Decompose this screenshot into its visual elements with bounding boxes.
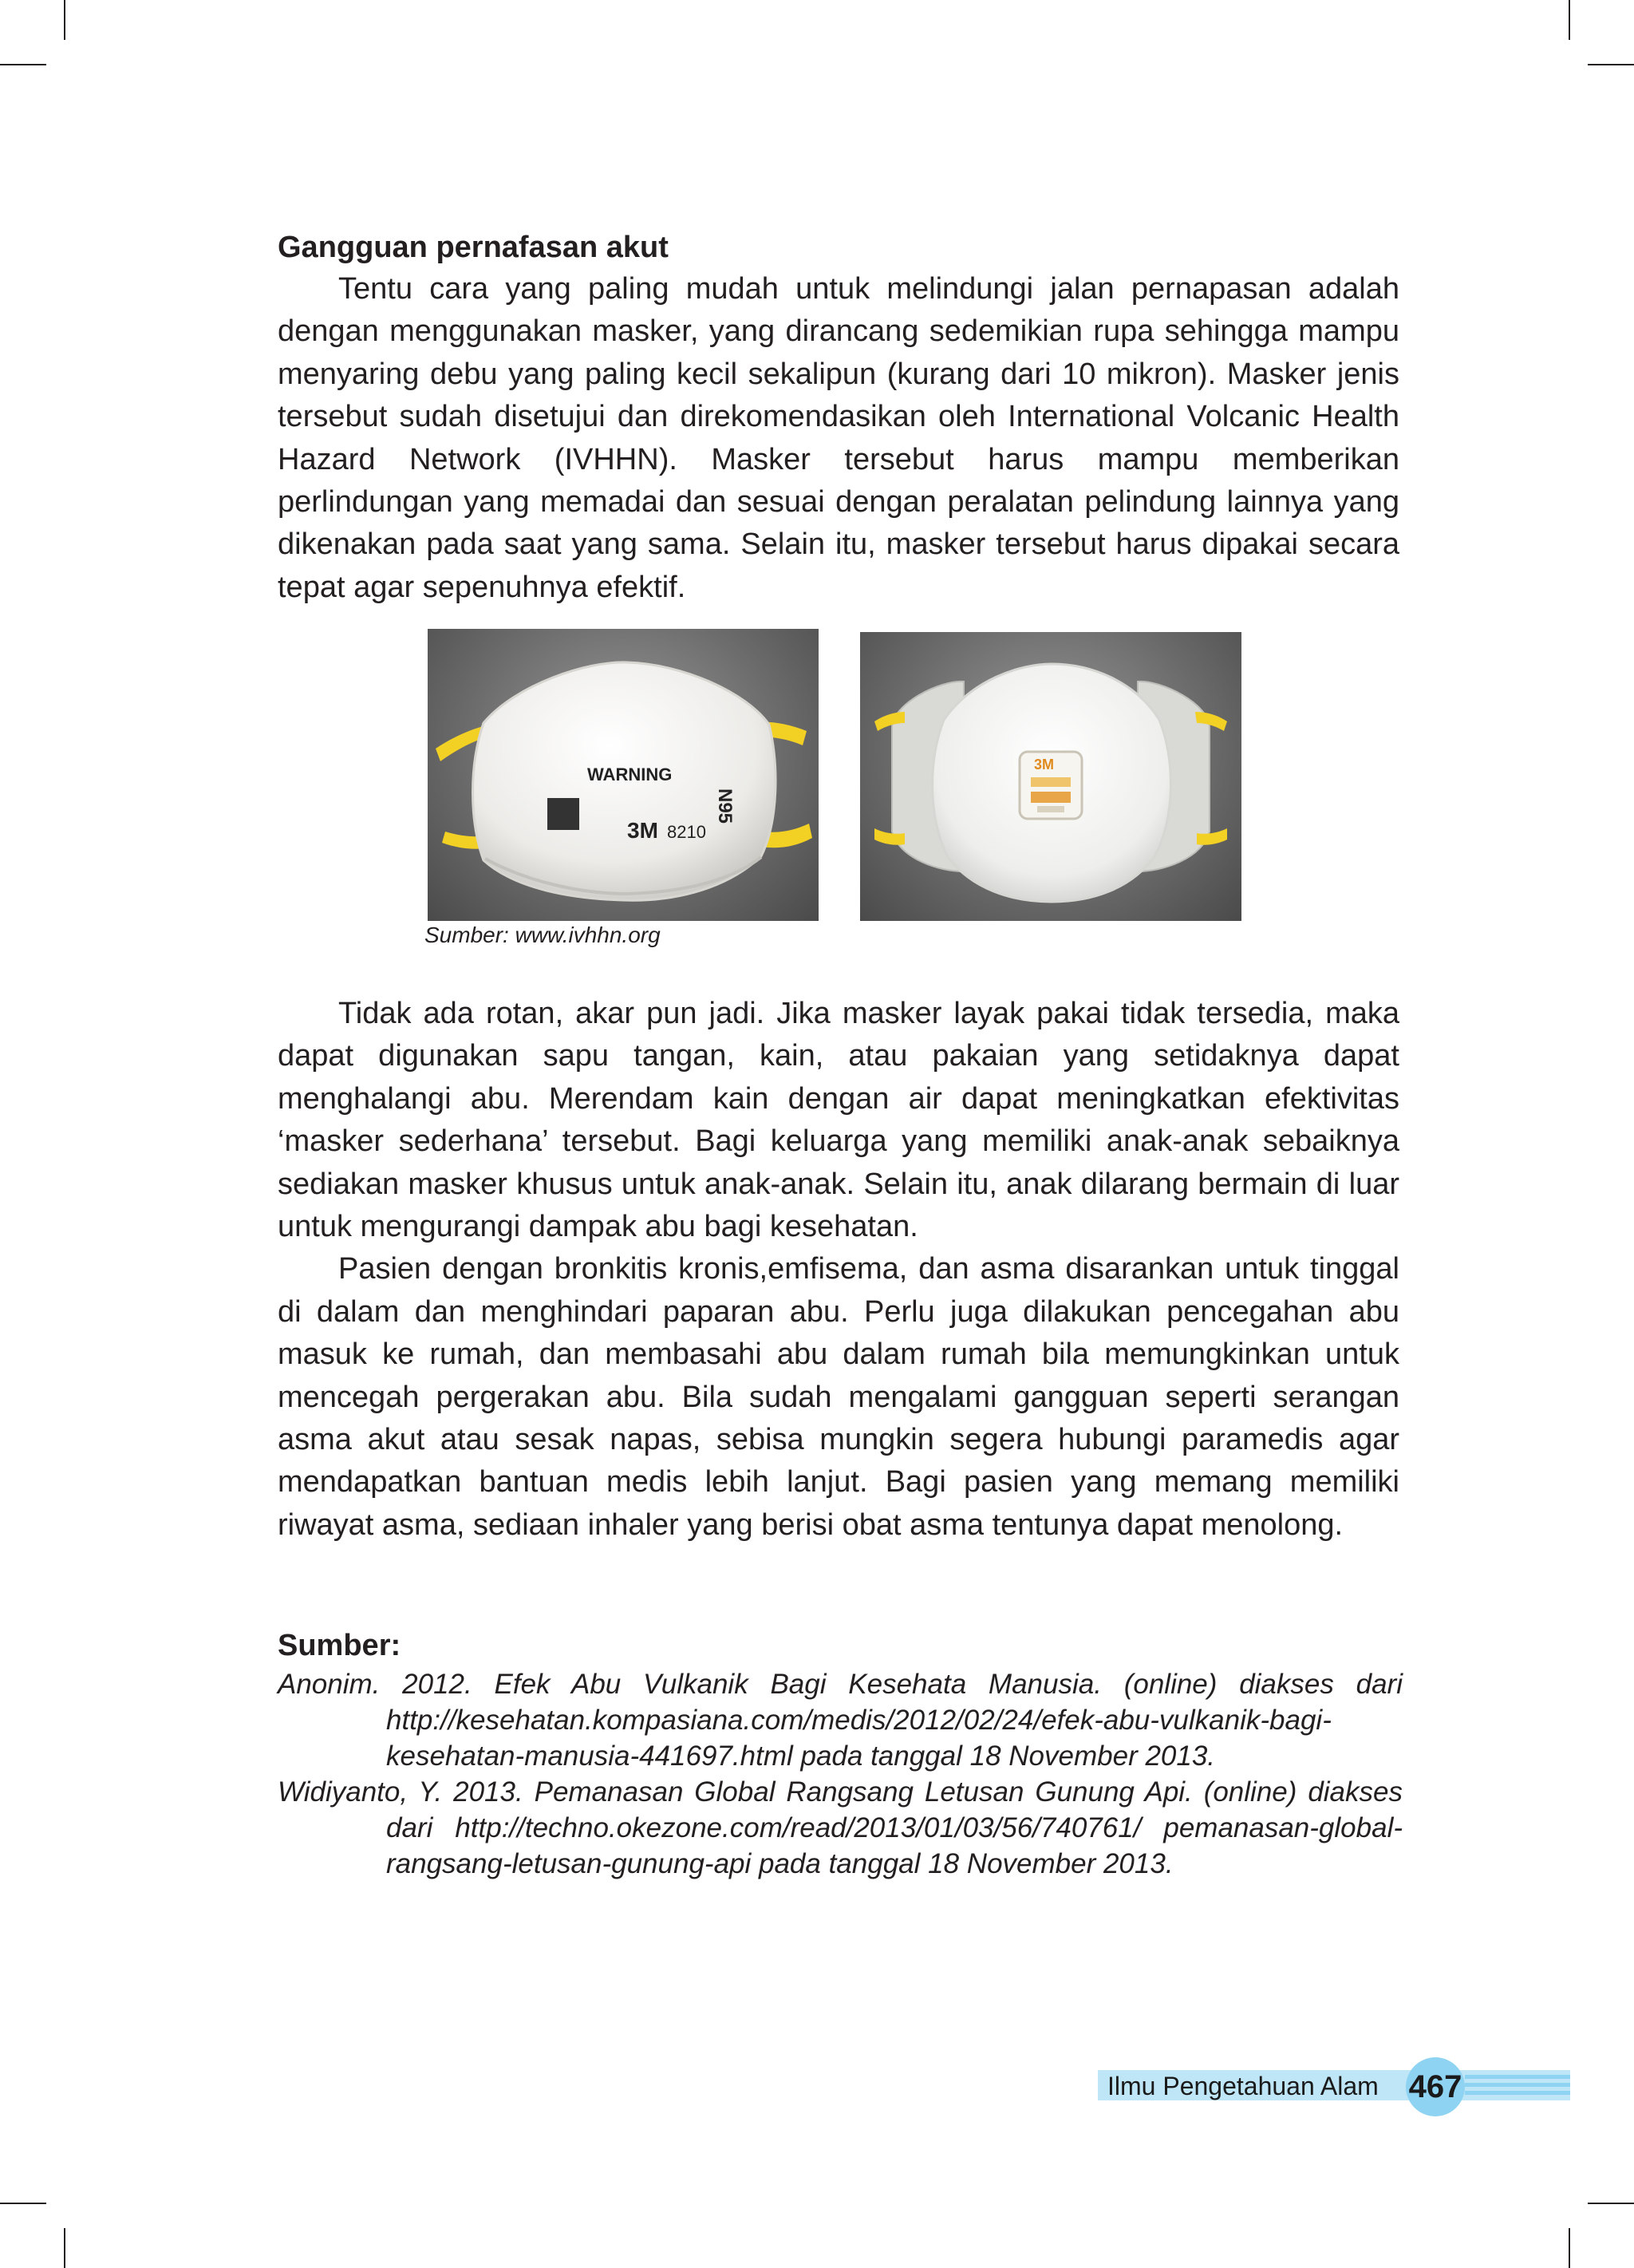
paragraph: Tentu cara yang paling mudah untuk melindungi jalan pernapasan adalah dengan menggunakan masker, yang dirancang sedemikian rupa sehingga mampu menyaring debu yang paling kecil sekalipun (kurang dari 10 mikron). Masker jenis tersebut sudah disetujui dan direkomendasikan oleh International Volcanic Health Hazard Network (IVHHN). Masker tersebut harus mampu memberikan perlindungan yang memadai dan sesuai dengan peralatan pelindung lainnya yang dikenakan pada saat yang sama. Selain itu, masker tersebut harus dipakai secara tepat agar sepenuhnya efektif. — [278, 272, 1399, 604]
paragraph: Pasien dengan bronkitis kronis,emfisema, dan asma disarankan untuk tinggal di dalam dan menghindari paparan abu. Perlu juga dilakukan pencegahan abu masuk ke rumah, dan membasahi abu dalam rumah bila memungkinkan untuk mencegah pergerakan abu. Bila sudah mengalami gangguan seperti serangan asma akut atau sesak napas, sebisa mungkin segera hubungi paramedis agar mendapatkan bantuan medis lebih lanjut. Bagi pasien yang memang memiliki riwayat asma, sediaan inhaler yang berisi obat asma tentunya dapat menolong. — [278, 1252, 1399, 1542]
mask-photo-2 — [860, 632, 1241, 921]
brand-label: 3M — [627, 818, 658, 843]
crop-mark — [1569, 0, 1570, 40]
crop-mark — [0, 2203, 46, 2204]
mask-illustration — [860, 632, 1241, 921]
rating-label: N95 — [714, 788, 736, 824]
section-heading: Gangguan pernafasan akut — [278, 231, 669, 264]
warning-label: WARNING — [587, 765, 673, 784]
mask-photo-1 — [428, 629, 819, 921]
reference-item: Widiyanto, Y. 2013. Pemanasan Global Rangsang Letusan Gunung Api. (online) diakses dari http://techno.okezone.com/read/2013/01/03/56/740761/ pemanasan-global-rangsang-letusan-gunung-api pada tanggal 18 November 2013. — [278, 1776, 1403, 1879]
references — [278, 1625, 1403, 1882]
mask-illustration — [428, 629, 819, 921]
warning-icon — [547, 798, 579, 830]
footer-book-title: Ilmu Pengetahuan Alam — [1107, 2072, 1379, 2100]
crop-mark — [1588, 2203, 1634, 2204]
reference-item: Anonim. 2012. Efek Abu Vulkanik Bagi Kesehata Manusia. (online) diakses dari http://kesehatan.kompasiana.com/medis/2012/02/24/efek-abu-vulkanik-bagi-kesehatan-manusia-441697.html pada tanggal 18 November 2013. — [278, 1669, 1403, 1772]
crop-mark — [64, 2228, 65, 2268]
section-top — [278, 227, 1399, 609]
page-number: 467 — [1406, 2057, 1465, 2116]
references-heading: Sumber: — [278, 1629, 401, 1662]
crop-mark — [64, 0, 65, 40]
crop-mark — [1569, 2228, 1570, 2268]
crop-mark — [1588, 64, 1634, 65]
section-body — [278, 993, 1399, 1547]
paragraph: Tidak ada rotan, akar pun jadi. Jika masker layak pakai tidak tersedia, maka dapat digunakan sapu tangan, kain, atau pakaian yang setidaknya dapat menghalangi abu. Merendam kain dengan air dapat meningkatkan efektivitas ‘masker sederhana’ tersebut. Bagi keluarga yang memiliki anak-anak sebaiknya sediakan masker khusus untuk anak-anak. Selain itu, anak dilarang bermain di luar untuk mengurangi dampak abu bagi kesehatan. — [278, 997, 1399, 1244]
model-label: 8210 — [667, 822, 706, 842]
crop-mark — [0, 64, 46, 65]
valve-brand-label: 3M — [1034, 757, 1055, 772]
figure-caption: Sumber: www.ivhhn.org — [424, 923, 661, 947]
